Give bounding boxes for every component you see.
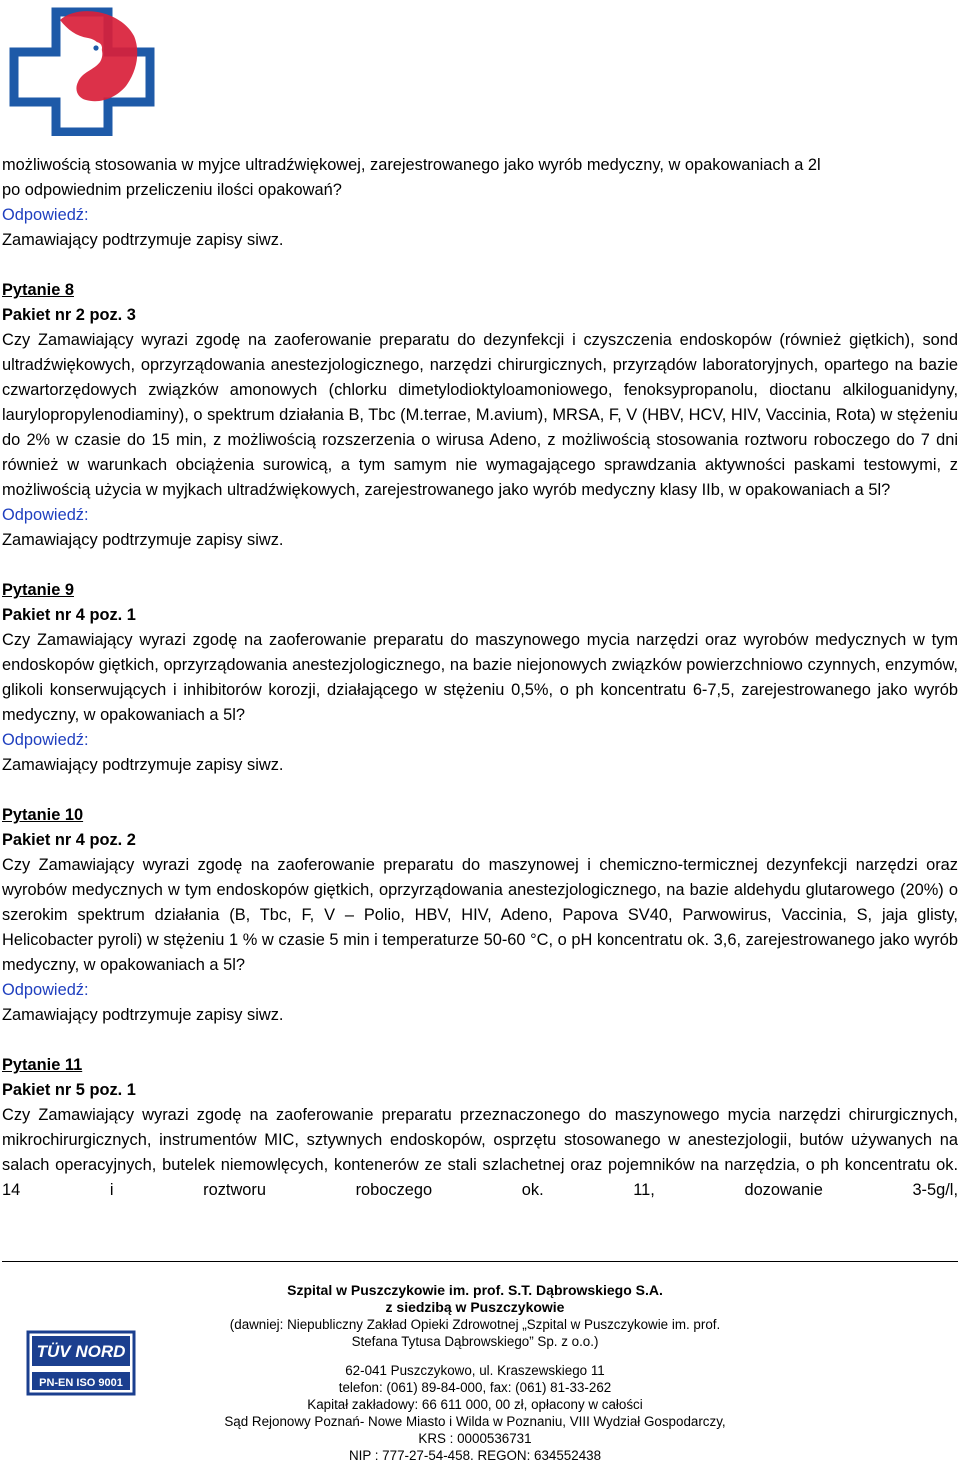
footer-nip: NIP : 777-27-54-458. REGON: 634552438 [348,1448,602,1463]
tuv-nord-certificate-logo [26,1330,136,1396]
answer-text: Zamawiający podtrzymuje zapisy siwz. [2,1006,284,1024]
intro-line-1: możliwością stosowania w myjce ultradźwiękowej, zarejestrowanego jako wyrób medyczny, w opakowaniach a 2l [2,156,821,174]
footer-address: 62-041 Puszczykowo, ul. Kraszewskiego 11 [345,1363,605,1378]
question-title: Pytanie 9 [2,581,74,599]
answer-label: Odpowiedź: [2,206,89,224]
answer-text: Zamawiający podtrzymuje zapisy siwz. [2,756,284,774]
answer-label: Odpowiedź: [2,506,89,524]
footer-seat: z siedzibą w Puszczykowie [385,1299,565,1315]
question-title: Pytanie 8 [2,281,74,299]
question-text: Czy Zamawiający wyrazi zgodę na zaoferowanie preparatu do dezynfekcji i czyszczenia endoskopów (również giętkich), sond ultradźwiękowych, oprzyrządowania anestezjologicznego, narzędzi chirurgicznych, przyrządów laboratoryjnych, opartego na bazie czwartorzędowych związków amonowych (chlorku dimetylodioktyloamoniowego, fenoksypropanolu, dioctanu alkiloguanidyny, laurylopropylenodiaminy), o spektrum działania B, Tbc (M.terrae, M.avium), MRSA, F, V (HBV, HCV, HIV, Vaccinia, Rota) w stężeniu do 2% w czasie do 15 min, z możliwością rozszerzenia o wirusa Adeno, z możliwością stosowania roztworu roboczego do 7 dni również w warunkach obciążenia surowicą, a tym samym nie wymagającego sprawdzania aktywności paskami testowymi, z możliwością użycia w myjkach ultradźwiękowych, zarejestrowanego jako wyrób medyczny klasy IIb, w opakowaniach a 5l? [2,331,958,499]
footer-hospital-name: Szpital w Puszczykowie im. prof. S.T. Dąbrowskiego S.A. [287,1282,663,1298]
answer-text: Zamawiający podtrzymuje zapisy siwz. [2,531,284,549]
package-ref: Pakiet nr 5 poz. 1 [2,1081,136,1099]
footer-divider [2,1261,958,1262]
footer-phone: telefon: (061) 89-84-000, fax: (061) 81-33-262 [338,1380,612,1395]
intro-line-2: po odpowiednim przeliczeniu ilości opakowań? [2,181,342,199]
document-body [2,153,958,1203]
question-text: Czy Zamawiający wyrazi zgodę na zaoferowanie preparatu przeznaczonego do maszynowego mycia narzędzi chirurgicznych, mikrochirurgicznych, instrumentów MIC, sztywnych endoskopów, osprzętu stosowanego w anestezjologii, butów używanych na salach operacyjnych, butelek niemowlęcych, kontenerów ze stali szlachetnej oraz pojemników na narzędzia, o ph koncentratu ok. 14 i roztworu roboczego ok. 11, dozowanie 3-5g/l, [2,1106,958,1199]
answer-label: Odpowiedź: [2,981,89,999]
footer-former-1: (dawniej: Niepubliczny Zakład Opieki Zdrowotnej „Szpital w Puszczykowie im. prof. [229,1317,721,1332]
package-ref: Pakiet nr 2 poz. 3 [2,306,136,324]
question-9 [2,578,958,778]
tuv-brand: TÜV NORD [36,1342,126,1361]
question-title: Pytanie 11 [2,1056,83,1074]
footer-krs: KRS : 0000536731 [418,1431,532,1446]
package-ref: Pakiet nr 4 poz. 1 [2,606,136,624]
answer-text: Zamawiający podtrzymuje zapisy siwz. [2,231,284,249]
answer-label: Odpowiedź: [2,731,89,749]
hospital-logo-icon [8,6,156,136]
question-text: Czy Zamawiający wyrazi zgodę na zaoferowanie preparatu do maszynowego mycia narzędzi oraz wyrobów medycznych w tym endoskopów giętkich, oprzyrządowania anestezjologicznego, na bazie niejonowych związków powierzchniowo czynnych, enzymów, glikoli konserwujących i inhibitorów korozji, działającego w stężeniu 0,5%, o ph koncentratu 6-7,5, zarejestrowanego jako wyrób medyczny, w opakowaniach a 5l? [2,631,958,724]
footer-former-2: Stefana Tytusa Dąbrowskiego” Sp. z o.o.) [351,1334,599,1349]
footer-court: Sąd Rejonowy Poznań- Nowe Miasto i Wilda w Poznaniu, VIII Wydział Gospodarczy, [224,1414,726,1429]
question-11 [2,1053,958,1203]
package-ref: Pakiet nr 4 poz. 2 [2,831,136,849]
tuv-cert: PN-EN ISO 9001 [39,1377,123,1389]
question-title: Pytanie 10 [2,806,84,824]
question-text: Czy Zamawiający wyrazi zgodę na zaoferowanie preparatu do maszynowej i chemiczno-termicznej dezynfekcji narzędzi oraz wyrobów medycznych w tym endoskopów giętkich, oprzyrządowania anestezjologicznego, na bazie aldehydu glutarowego (20%) o szerokim spektrum działania (B, Tbc, F, V – Polio, HBV, HIV, Adeno, Papova SV40, Parwowirus, Vaccinia, S, jaja glisty, Helicobacter pyroli) w stężeniu 1 % w czasie 5 min i temperaturze 50-60 °C, o pH koncentratu ok. 3,6, zarejestrowanego jako wyrób medyczny, w opakowaniach a 5l? [2,856,958,974]
question-10 [2,803,958,1028]
footer [180,1282,770,1464]
question-8 [2,278,958,553]
footer-capital: Kapitał zakładowy: 66 611 000, 00 zł, opłacony w całości [307,1397,643,1412]
